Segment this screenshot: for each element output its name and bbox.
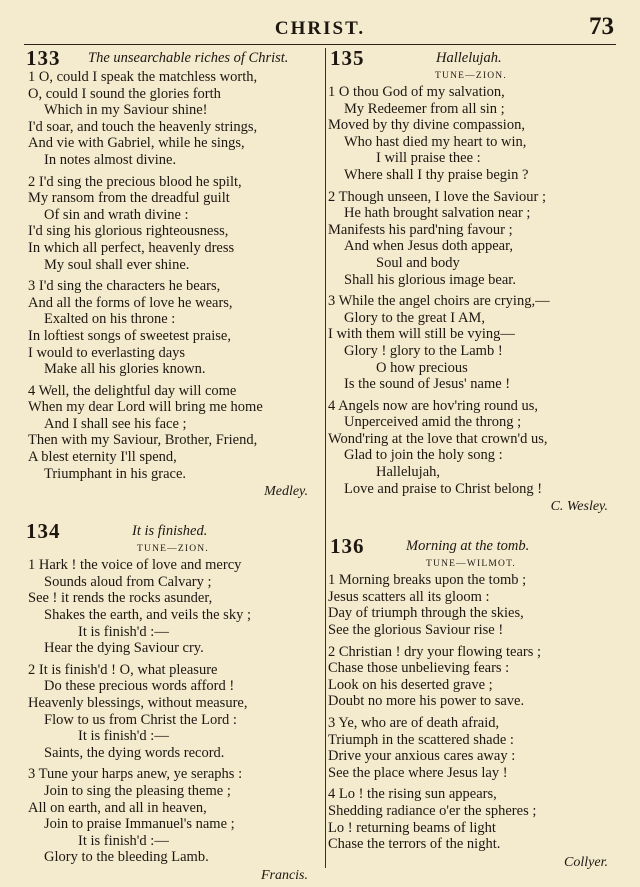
verse-line: Then with my Saviour, Brother, Friend,: [28, 432, 258, 449]
hymn-title: Hallelujah.: [436, 50, 502, 66]
verse-line: Shedding radiance o'er the spheres ;: [328, 802, 537, 819]
verse-line: Shakes the earth, and veils the sky ;: [44, 607, 251, 624]
tune-name: TUNE—WILMOT.: [426, 559, 516, 570]
verse-line: 1 Hark ! the voice of love and mercy: [28, 557, 242, 574]
verse-line: I'd soar, and touch the heavenly strings,: [28, 118, 258, 135]
verse-line: And I shall see his face ;: [44, 415, 187, 432]
hymn-author: Medley.: [264, 484, 308, 500]
verse-line: Flow to us from Christ the Lord :: [44, 711, 237, 728]
verse-line: 3 I'd sing the characters he bears,: [28, 278, 221, 295]
verse-line: Hallelujah,: [376, 464, 441, 481]
tune-name: TUNE—ZION.: [137, 544, 209, 555]
verse: [24, 69, 322, 169]
verse-line: All on earth, and all in heaven,: [28, 799, 207, 816]
verse: [328, 572, 614, 638]
verse-line: It is finish'd :—: [78, 728, 169, 745]
hymn-135: [328, 47, 614, 516]
verse-line: Jesus scatters all its gloom :: [328, 588, 490, 605]
hymn-134: [24, 520, 322, 885]
verse-line: I will praise thee :: [376, 150, 481, 167]
verse-line: And all the forms of love he wears,: [28, 294, 233, 311]
column-divider: [325, 48, 326, 868]
verse-line: Join to sing the pleasing theme ;: [44, 782, 231, 799]
verse: [328, 715, 614, 781]
verse-line: He hath brought salvation near ;: [344, 205, 531, 222]
verse-line: And when Jesus doth appear,: [344, 238, 513, 255]
verse-line: 2 Though unseen, I love the Saviour ;: [328, 188, 547, 205]
verse-line: O how precious: [376, 359, 468, 376]
verse-line: 4 Well, the delightful day will come: [28, 382, 237, 399]
hymn-number: 136: [330, 534, 365, 559]
hymn-header: [24, 520, 322, 542]
verse-line: Day of triumph through the skies,: [328, 605, 524, 622]
verse-line: 3 While the angel choirs are crying,—: [328, 293, 550, 310]
right-column: [328, 47, 614, 872]
verse-line: 2 I'd sing the precious blood he spilt,: [28, 173, 242, 190]
verse-line: Unperceived amid the throng ;: [344, 414, 522, 431]
verse: [328, 398, 614, 498]
verse: [328, 84, 614, 184]
verse-line: 4 Angels now are hov'ring round us,: [328, 397, 539, 414]
verse: [328, 293, 614, 393]
verse: [24, 383, 322, 483]
verse-line: A blest eternity I'll spend,: [28, 449, 177, 466]
verse-line: Glory to the great I AM,: [344, 309, 485, 326]
hymn-author: Collyer.: [564, 854, 608, 870]
verse-line: Exalted on his throne :: [44, 311, 176, 328]
hymn-title: The unsearchable riches of Christ.: [88, 50, 289, 66]
verse-line: It is finish'd :—: [78, 832, 169, 849]
hymn-136: [328, 535, 614, 872]
verse-line: Soul and body: [376, 254, 460, 271]
hymn-author: Francis.: [260, 867, 308, 883]
verse: [24, 766, 322, 866]
hymn-header: [328, 535, 614, 557]
verse-line: Manifests his pard'ning favour ;: [328, 221, 513, 238]
verse-line: Do these precious words afford !: [44, 678, 235, 695]
verse-line: Wond'ring at the love that crown'd us,: [328, 430, 548, 447]
hymn-title: It is finished.: [132, 523, 208, 540]
header-rule: [24, 44, 616, 45]
tune-name: TUNE—ZION.: [435, 71, 507, 81]
verse-line: I'd sing his glorious righteousness,: [28, 223, 229, 240]
hymn-header: [328, 47, 614, 69]
verse-line: 1 Morning breaks upon the tomb ;: [328, 572, 527, 589]
verse-line: My Redeemer from all sin ;: [344, 100, 505, 117]
verse-line: Moved by thy divine compassion,: [328, 117, 525, 134]
verse: [24, 278, 322, 378]
page-title: CHRIST.: [274, 18, 366, 39]
verse-line: 3 Tune your harps anew, ye seraphs :: [28, 766, 243, 783]
hymn-133: [24, 47, 322, 501]
verse-line: Drive your anxious cares away :: [328, 748, 516, 765]
page-number: 73: [589, 13, 614, 40]
verse-line: See the glorious Saviour rise !: [328, 622, 504, 639]
hymn-number: 134: [26, 519, 61, 544]
verse-line: It is finish'd :—: [78, 623, 169, 640]
verse-line: 1 O, could I speak the matchless worth,: [28, 69, 258, 85]
verse-line: See the place where Jesus lay !: [328, 764, 508, 781]
verse-line: In loftiest songs of sweetest praise,: [28, 327, 231, 344]
verse-line: Chase those unbelieving fears :: [328, 660, 510, 677]
verse-line: 4 Lo ! the rising sun appears,: [328, 786, 497, 803]
verse-line: O, could I sound the glories forth: [28, 85, 221, 102]
verse-line: Triumph in the scattered shade :: [328, 731, 514, 748]
verse-line: I would to everlasting days: [28, 344, 186, 361]
verse-line: Hear the dying Saviour cry.: [44, 640, 204, 657]
verse-line: Shall his glorious image bear.: [344, 271, 516, 288]
verse-line: Look on his deserted grave ;: [328, 676, 493, 693]
verse-line: See ! it rends the rocks asunder,: [28, 590, 213, 607]
verse: [328, 189, 614, 289]
verse-line: 3 Ye, who are of death afraid,: [328, 715, 500, 731]
verse: [328, 786, 614, 852]
verse: [24, 662, 322, 762]
verse-line: Make all his glories known.: [44, 361, 206, 378]
verse-line: Where shall I thy praise begin ?: [344, 166, 529, 183]
verse-line: My soul shall ever shine.: [44, 256, 190, 273]
hymn-header: [24, 47, 322, 69]
verse-line: Chase the terrors of the night.: [328, 836, 501, 853]
verse-line: In notes almost divine.: [44, 151, 177, 168]
verse-line: Of sin and wrath divine :: [44, 206, 189, 223]
verse-line: When my dear Lord will bring me home: [28, 399, 263, 416]
verse-line: Saints, the dying words record.: [44, 744, 225, 761]
verse-line: Is the sound of Jesus' name !: [344, 376, 511, 393]
verse-line: And vie with Gabriel, while he sings,: [28, 135, 245, 152]
hymn-author: C. Wesley.: [550, 499, 608, 515]
verse-line: Glory to the bleeding Lamb.: [44, 849, 209, 866]
verse-line: In which all perfect, heavenly dress: [28, 239, 235, 256]
verse: [24, 557, 322, 657]
page-header: [24, 13, 616, 42]
verse-line: Sounds aloud from Calvary ;: [44, 573, 212, 590]
verse-line: 1 O thou God of my salvation,: [328, 84, 505, 100]
verse: [328, 644, 614, 710]
verse-line: Doubt no more his power to save.: [328, 693, 525, 710]
verse: [24, 174, 322, 274]
verse-line: Who hast died my heart to win,: [344, 133, 527, 150]
verse-line: 2 Christian ! dry your flowing tears ;: [328, 643, 542, 660]
verse-line: Glory ! glory to the Lamb !: [344, 342, 503, 359]
verse-line: Triumphant in his grace.: [44, 465, 187, 482]
verse-line: Love and praise to Christ belong !: [344, 480, 543, 497]
verse-line: My ransom from the dreadful guilt: [28, 190, 230, 207]
verse-line: I with them will still be vying—: [328, 326, 515, 343]
hymn-number: 135: [330, 46, 365, 70]
verse-line: 2 It is finish'd ! O, what pleasure: [28, 661, 218, 678]
verse-line: Glad to join the holy song :: [344, 447, 503, 464]
hymn-title: Morning at the tomb.: [406, 538, 530, 555]
verse-line: Join to praise Immanuel's name ;: [44, 816, 235, 833]
hymn-number: 133: [26, 46, 61, 70]
verse-line: Which in my Saviour shine!: [44, 102, 208, 119]
verse-line: Heavenly blessings, without measure,: [28, 695, 248, 711]
verse-line: Lo ! returning beams of light: [328, 819, 496, 836]
left-column: [24, 47, 322, 885]
